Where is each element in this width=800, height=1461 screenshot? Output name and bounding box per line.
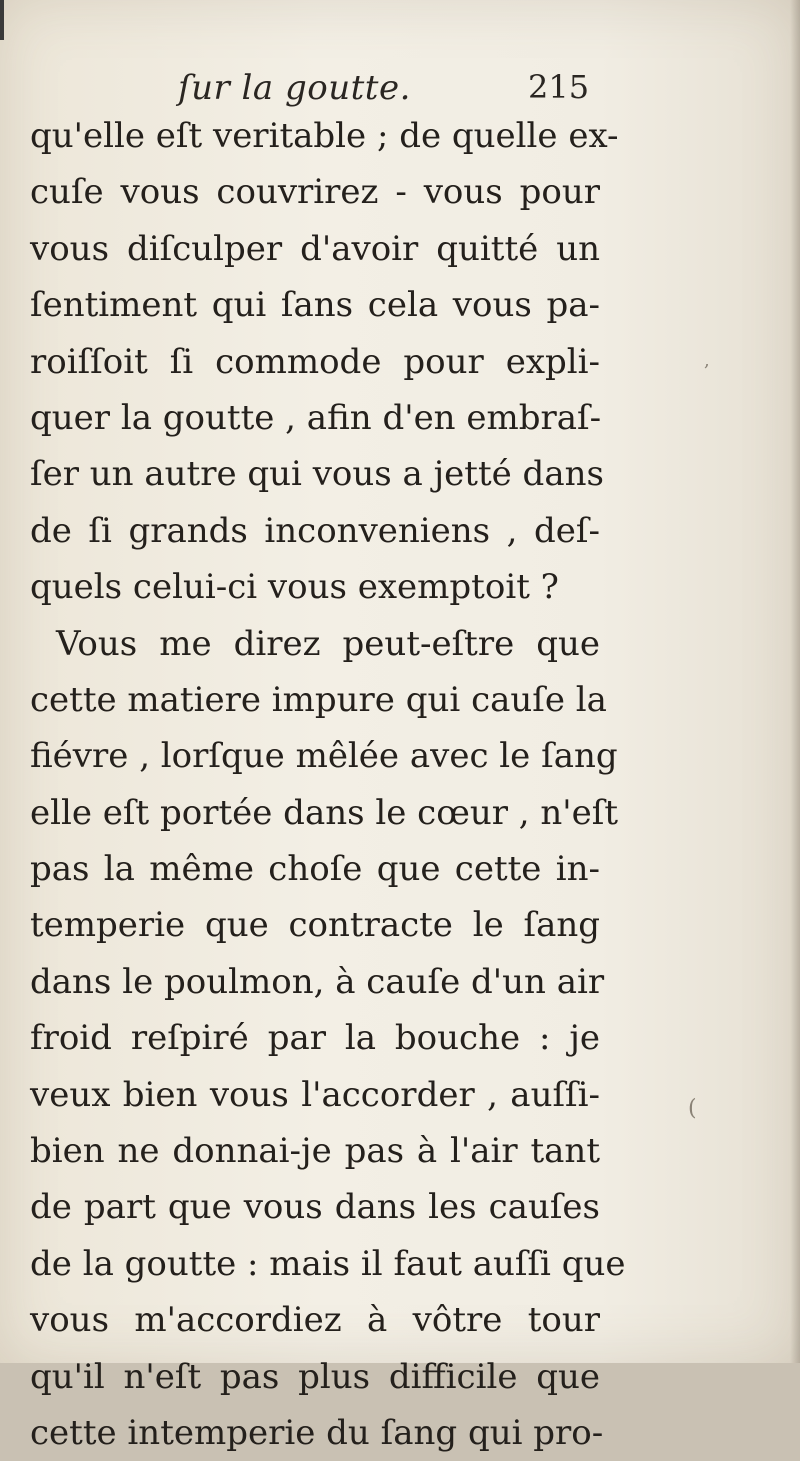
running-title: ſur la goutte. — [178, 68, 411, 108]
text-line: qu'elle eſt veritable ; de quelle ex- — [30, 116, 619, 156]
text-line: quels celui-ci vous exemptoit ? — [30, 567, 559, 608]
text-line: de la goutte : mais il faut auſſi que — [30, 1243, 626, 1284]
page-number: 215 — [528, 68, 590, 106]
text-line: ſentiment qui ſans cela vous pa- — [30, 285, 600, 326]
text-line: froid reſpiré par la bouche : je — [30, 1018, 600, 1059]
text-line: quer la goutte , afin d'en embraſ- — [30, 397, 602, 438]
text-line: pas la même choſe que cette in- — [30, 849, 600, 890]
paragraph-first-line: Vous me direz peut-eſtre que — [56, 623, 600, 664]
text-line: ſer un autre qui vous a jetté dans — [30, 454, 604, 495]
text-line: qu'il n'eſt pas plus difficile que — [30, 1356, 600, 1397]
scan-edge-mark — [0, 0, 4, 40]
text-line: temperie que contracte le ſang — [30, 905, 600, 946]
text-line: vous diſculper d'avoir quitté un — [30, 228, 600, 269]
text-line: vous m'accordiez à vôtre tour — [30, 1300, 600, 1341]
text-line: elle eſt portée dans le cœur , n'eſt — [30, 792, 619, 833]
running-header — [0, 62, 800, 112]
text-line: cuſe vous couvrirez - vous pour — [30, 172, 600, 213]
text-line: roiſſoit ſi commode pour expli- — [30, 341, 600, 382]
text-line: fiévre , lorſque mêlée avec le ſang — [30, 736, 618, 777]
body-text — [30, 108, 626, 1461]
page-speck: , — [704, 350, 710, 371]
page-edge-shadow — [790, 0, 800, 1363]
text-line: cette intemperie du ſang qui pro- — [30, 1412, 604, 1453]
text-line: bien ne donnai-je pas à l'air tant — [30, 1131, 600, 1172]
text-line: veux bien vous l'accorder , auſſi- — [30, 1074, 600, 1115]
text-line: dans le poulmon, à cauſe d'un air — [30, 961, 605, 1002]
page-speck: ( — [688, 1096, 697, 1121]
text-line: de ſi grands inconveniens , deſ- — [30, 510, 600, 551]
text-line: cette matiere impure qui cauſe la — [30, 679, 607, 720]
text-line: de part que vous dans les cauſes — [30, 1187, 600, 1228]
